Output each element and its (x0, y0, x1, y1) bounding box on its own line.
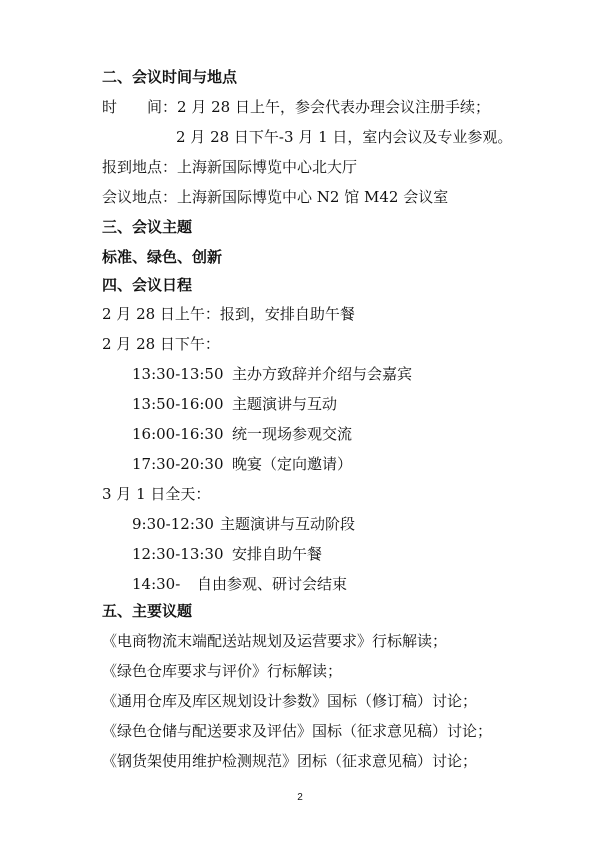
checkin-location: 报到地点：上海新国际博览中心北大厅 (102, 158, 358, 176)
day2: 3 月 1 日全天： (102, 485, 211, 503)
schedule-item (132, 515, 355, 533)
time-line-2: 2 月 28 日下午-3 月 1 日，室内会议及专业参观。 (176, 128, 513, 146)
meeting-theme: 标准、绿色、创新 (102, 248, 223, 266)
time-line-1: 2 月 28 日上午，参会代表办理会议注册手续； (177, 98, 490, 116)
schedule-desc: 主题演讲与互动阶段 (220, 515, 356, 533)
schedule-item (132, 395, 337, 413)
time-row (102, 98, 490, 116)
schedule-time: 12:30-13:30 (132, 545, 224, 563)
schedule-time: 13:50-16:00 (132, 395, 224, 413)
schedule-item (132, 425, 352, 443)
schedule-item (132, 365, 412, 383)
topic-item: 《绿色仓储与配送要求及评估》国标（征求意见稿）讨论； (102, 722, 493, 740)
schedule-time: 14:30- (132, 575, 181, 593)
topic-item: 《钢货架使用维护检测规范》团标（征求意见稿）讨论； (102, 752, 478, 770)
section-heading-schedule: 四、会议日程 (102, 276, 193, 294)
page-number: 2 (297, 792, 303, 803)
schedule-item (132, 455, 352, 473)
topic-item: 《电商物流末端配送站规划及运营要求》行标解读； (102, 632, 448, 650)
schedule-time: 13:30-13:50 (132, 365, 224, 383)
section-heading-time-venue: 二、会议时间与地点 (102, 68, 238, 86)
meeting-location: 会议地点：上海新国际博览中心 N2 馆 M42 会议室 (102, 188, 449, 206)
schedule-item (132, 545, 322, 563)
schedule-desc: 晚宴（定向邀请） (232, 455, 353, 473)
schedule-desc: 自由参观、研讨会结束 (197, 575, 348, 593)
day1-morning: 2 月 28 日上午：报到，安排自助午餐 (102, 305, 355, 323)
section-heading-topics: 五、主要议题 (102, 602, 193, 620)
schedule-time: 17:30-20:30 (132, 455, 224, 473)
schedule-time: 16:00-16:30 (132, 425, 224, 443)
schedule-desc: 安排自助午餐 (232, 545, 323, 563)
section-heading-theme: 三、会议主题 (102, 218, 193, 236)
schedule-desc: 主办方致辞并介绍与会嘉宾 (232, 365, 413, 383)
topic-item: 《通用仓库及库区规划设计参数》国标（修订稿）讨论； (102, 692, 478, 710)
day1-afternoon: 2 月 28 日下午： (102, 335, 220, 353)
schedule-item (132, 575, 347, 593)
schedule-desc: 统一现场参观交流 (232, 425, 353, 443)
topic-item: 《绿色仓库要求与评价》行标解读； (102, 662, 343, 680)
time-label: 时 间： (102, 98, 178, 116)
schedule-desc: 主题演讲与互动 (232, 395, 338, 413)
schedule-time: 9:30-12:30 (132, 515, 214, 533)
